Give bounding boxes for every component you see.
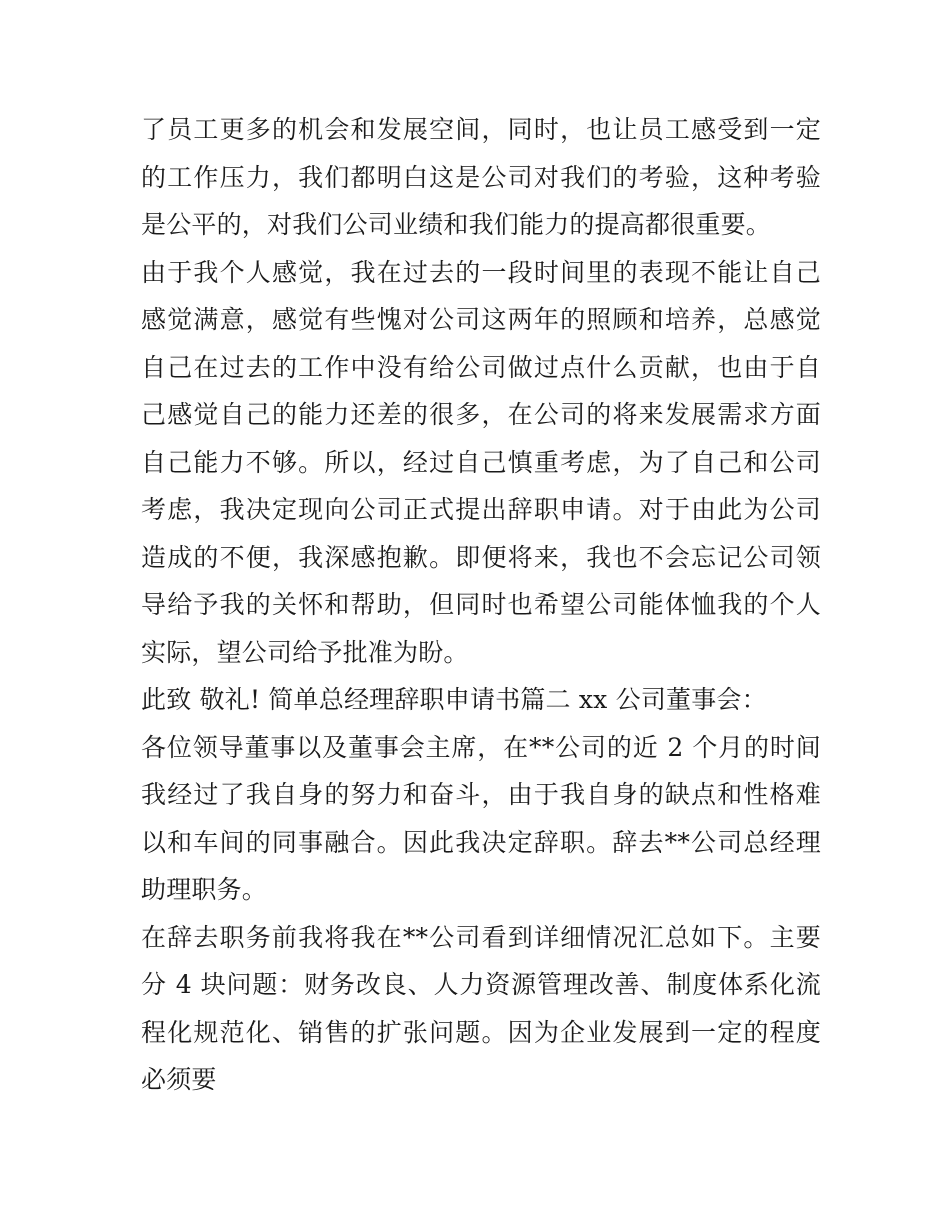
paragraph-5: 在辞去职务前我将我在**公司看到详细情况汇总如下。主要分 4 块问题：财务改良、人力资源管理改善、制度体系化流程化规范化、销售的扩张问题。因为企业发展到一定的程度必须要 [141,922,821,1094]
paragraph-4: 各位领导董事以及董事会主席，在**公司的近 2 个月的时间我经过了我自身的努力和奋斗，由于我自身的缺点和性格难以和车间的同事融合。因此我决定辞职。辞去**公司总经理助理职务。 [141,732,821,904]
paragraph-3: 此致 敬礼! 简单总经理辞职申请书篇二 xx 公司董事会： [141,685,767,714]
paragraph-2: 由于我个人感觉，我在过去的一段时间里的表现不能让自己感觉满意，感觉有些愧对公司这两年的照顾和培养，总感觉自己在过去的工作中没有给公司做过点什么贡献，也由于自己感觉自己的能力还差的很多，在公司的将来发展需求方面自己能力不够。所以，经过自己慎重考虑，为了自己和公司考虑，我决定现向公司正式提出辞职申请。对于由此为公司造成的不便，我深感抱歉。即便将来，我也不会忘记公司领导给予我的关怀和帮助，但同时也希望公司能体恤我的个人实际，望公司给予批准为盼。 [141,257,821,667]
paragraph-1: 了员工更多的机会和发展空间，同时，也让员工感受到一定的工作压力，我们都明白这是公司对我们的考验，这种考验是公平的，对我们公司业绩和我们能力的提高都很重要。 [141,115,821,239]
document-body [141,106,821,1104]
